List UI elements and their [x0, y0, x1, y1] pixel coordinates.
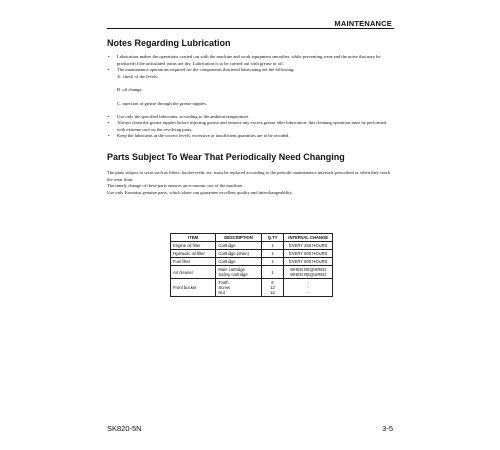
lubrication-section — [107, 54, 395, 140]
cell-qty: 1 — [261, 266, 284, 279]
table-row — [171, 242, 333, 250]
table-row — [171, 266, 333, 279]
column-header-description: DESCRIPTION — [216, 234, 261, 242]
column-header-qty: Q.TY — [261, 234, 284, 242]
cell-item: Front bucket — [171, 279, 216, 297]
cell-item: Hydraulic oil filter — [171, 250, 216, 258]
table-row — [171, 258, 333, 266]
lubrication-heading: Notes Regarding Lubrication — [107, 38, 231, 48]
cell-interval: - - - — [284, 279, 333, 297]
maintenance-operations-list — [107, 74, 395, 108]
cell-description: Cartridge — [216, 242, 261, 250]
table-row — [171, 279, 333, 297]
cell-qty: 1 — [261, 258, 284, 266]
cell-interval: EVERY 250 HOURS — [284, 242, 333, 250]
list-item: B. oil change; — [117, 87, 143, 93]
lubrication-bullets-bottom — [107, 114, 395, 140]
cell-description: Cartridge (drain) — [216, 250, 261, 258]
list-item: • Use only the specified lubricants, according to the ambient temperature. — [108, 113, 250, 119]
wear-parts-intro — [107, 170, 395, 196]
cell-qty: 6 12 12 — [261, 279, 284, 297]
list-item: • Lubrication makes the operations carried out with the machine and work equipment smoother, while preventing wear and the noise that may be produced if the articulated joints are dry. Lubrication is to be carried out with grease or oil. — [108, 54, 381, 66]
table-header-row — [171, 234, 333, 242]
cell-qty: 1 — [261, 242, 284, 250]
bullet-icon: • — [108, 120, 110, 126]
list-item: • Always clean the grease nipples before injecting grease and remove any excess grease after lubrication; this cleaning operation must be performed with extreme care on the revolving parts. — [108, 120, 387, 132]
column-header-interval: INTERVAL CHANGE — [284, 234, 333, 242]
bullet-icon: • — [108, 133, 110, 139]
cell-description: Tooth Screw Nut — [216, 279, 261, 297]
list-item: • The maintenance operations required for the components that need lubricating are the following: — [108, 67, 295, 73]
section-label: MAINTENANCE — [334, 19, 392, 28]
paragraph: The timely change of these parts ensures an economic use of the machine. — [107, 183, 244, 189]
paragraph: The parts subject to wear such as filters, bucket teeth, etc. must be replaced according to the periodic maintenance intervals prescribed or when they reach the wear limit. — [107, 170, 391, 182]
list-item: C. injection of grease through the grease nipples. — [117, 100, 207, 106]
wear-parts-heading: Parts Subject To Wear That Periodically Need Changing — [107, 152, 345, 162]
cell-description: Cartridge — [216, 258, 261, 266]
cell-description: Main cartridge Safety cartridge — [216, 266, 261, 279]
bullet-icon: • — [108, 54, 110, 59]
cell-interval: WHEN REQUIRED WHEN REQUIRED — [284, 266, 333, 279]
list-item: • Keep the lubricants at the correct levels; excessive or insufficient quantities are to be avoided. — [108, 133, 290, 139]
cell-interval: EVERY 500 HOURS — [284, 258, 333, 266]
wear-parts-table — [170, 233, 333, 297]
cell-item: Fuel filter — [171, 258, 216, 266]
cell-qty: 1 — [261, 250, 284, 258]
footer-model: SK820-5N — [107, 424, 142, 433]
table-row — [171, 250, 333, 258]
column-header-item: ITEM — [171, 234, 216, 242]
bullet-icon: • — [108, 113, 110, 119]
list-item: A. check of the levels; — [117, 73, 159, 79]
cell-item: Engine oil filter — [171, 242, 216, 250]
lubrication-bullets-top — [107, 54, 395, 74]
cell-interval: EVERY 500 HOURS — [284, 250, 333, 258]
footer-page-number: 3-5 — [382, 424, 393, 433]
paragraph: Use only Komatsu genuine parts, which alone can guarantee excellent quality and interchangeability. — [107, 189, 293, 195]
cell-item: Air cleaner — [171, 266, 216, 279]
bullet-icon: • — [108, 67, 110, 73]
header-rule — [107, 28, 394, 29]
